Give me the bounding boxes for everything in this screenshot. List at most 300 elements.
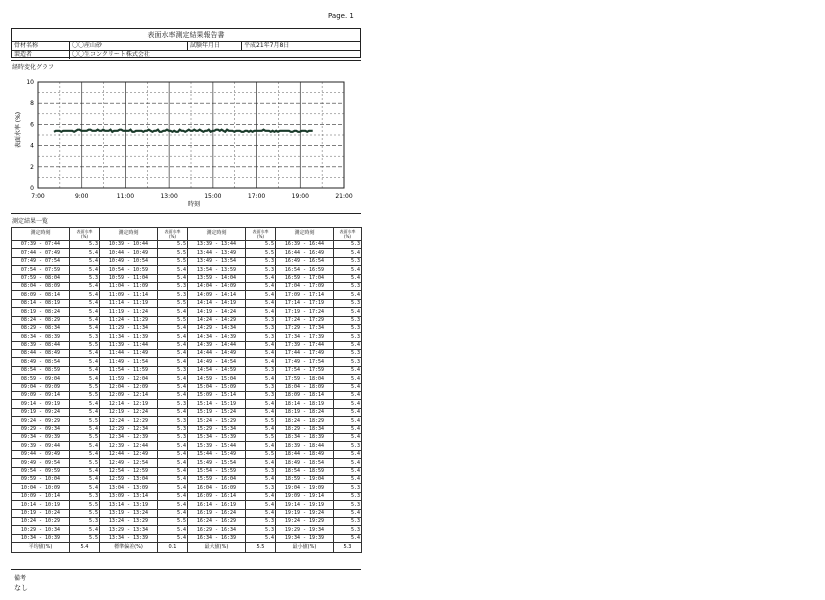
time-range-cell: 16:34 - 16:39 (188, 534, 246, 542)
moisture-value-cell: 5.4 (70, 450, 100, 458)
moisture-value-cell: 5.4 (246, 475, 276, 483)
time-range-cell: 15:04 - 15:09 (188, 383, 246, 391)
moisture-value-cell: 5.3 (246, 392, 276, 400)
moisture-value-cell: 5.4 (246, 534, 276, 542)
time-range-cell: 15:09 - 15:14 (188, 392, 246, 400)
moisture-value-cell: 5.3 (158, 366, 188, 374)
moisture-value-cell: 5.4 (334, 383, 362, 391)
time-range-cell: 15:49 - 15:54 (188, 459, 246, 467)
moisture-value-cell: 5.3 (246, 266, 276, 274)
moisture-value-cell: 5.4 (334, 341, 362, 349)
table-row (12, 417, 362, 425)
time-range-cell: 13:44 - 13:49 (188, 249, 246, 257)
remarks-divider (11, 569, 361, 570)
remarks-value: なし (14, 584, 28, 592)
time-range-cell: 16:24 - 16:29 (188, 517, 246, 525)
table-section-label: 測定結果一覧 (12, 218, 49, 225)
time-range-cell: 17:34 - 17:39 (276, 333, 334, 341)
moisture-value-cell: 5.4 (334, 266, 362, 274)
moisture-value-cell: 5.4 (70, 249, 100, 257)
time-range-cell: 09:54 - 09:59 (12, 467, 70, 475)
moisture-value-cell: 5.4 (246, 274, 276, 282)
measurement-table (11, 227, 362, 553)
moisture-value-cell: 5.4 (246, 408, 276, 416)
time-range-cell: 11:04 - 11:09 (100, 282, 158, 290)
moisture-value-cell: 5.5 (158, 517, 188, 525)
time-range-cell: 14:09 - 14:14 (188, 291, 246, 299)
time-range-cell: 18:44 - 18:49 (276, 450, 334, 458)
summary-row (12, 543, 362, 553)
time-range-cell: 18:49 - 18:54 (276, 459, 334, 467)
time-range-cell: 12:24 - 12:29 (100, 417, 158, 425)
time-range-cell: 11:14 - 11:19 (100, 299, 158, 307)
summary-value: 5.4 (70, 543, 100, 553)
y-tick-label: 0 (30, 185, 34, 192)
moisture-value-cell: 5.5 (158, 316, 188, 324)
time-range-cell: 15:34 - 15:39 (188, 433, 246, 441)
moisture-value-cell: 5.4 (158, 459, 188, 467)
table-row (12, 425, 362, 433)
time-range-cell: 10:49 - 10:54 (100, 257, 158, 265)
time-range-cell: 17:04 - 17:09 (276, 282, 334, 290)
moisture-value-cell: 5.4 (158, 324, 188, 332)
time-range-cell: 08:59 - 09:04 (12, 375, 70, 383)
moisture-value-cell: 5.4 (246, 400, 276, 408)
table-row (12, 492, 362, 500)
time-range-cell: 08:44 - 08:49 (12, 350, 70, 358)
moisture-value-cell: 5.5 (246, 241, 276, 249)
time-range-cell: 09:09 - 09:14 (12, 392, 70, 400)
time-range-cell: 12:09 - 12:14 (100, 392, 158, 400)
time-range-cell: 15:14 - 15:19 (188, 400, 246, 408)
moisture-value-cell: 5.3 (334, 350, 362, 358)
x-tick-label: 13:00 (160, 193, 178, 200)
summary-value: 0.1 (158, 543, 188, 553)
moisture-value-cell: 5.4 (158, 350, 188, 358)
moisture-value-cell: 5.4 (70, 475, 100, 483)
time-range-cell: 11:59 - 12:04 (100, 375, 158, 383)
table-row (12, 433, 362, 441)
table-row (12, 257, 362, 265)
moisture-value-cell: 5.4 (70, 299, 100, 307)
time-range-cell: 07:39 - 07:44 (12, 241, 70, 249)
moisture-value-cell: 5.4 (70, 366, 100, 374)
table-row (12, 249, 362, 257)
moisture-value-cell: 5.5 (70, 534, 100, 542)
time-range-cell: 08:19 - 08:24 (12, 308, 70, 316)
moisture-value-cell: 5.4 (334, 249, 362, 257)
time-range-cell: 14:54 - 14:59 (188, 366, 246, 374)
table-row (12, 517, 362, 525)
moisture-value-cell: 5.3 (334, 316, 362, 324)
time-range-cell: 12:34 - 12:39 (100, 433, 158, 441)
time-range-cell: 18:19 - 18:24 (276, 408, 334, 416)
time-range-cell: 11:09 - 11:14 (100, 291, 158, 299)
time-range-cell: 13:04 - 13:09 (100, 484, 158, 492)
y-tick-label: 4 (30, 142, 34, 150)
time-range-cell: 08:04 - 08:09 (12, 282, 70, 290)
column-header: 測定時刻 (188, 228, 246, 241)
table-row (12, 241, 362, 249)
time-range-cell: 09:59 - 10:04 (12, 475, 70, 483)
table-row (12, 442, 362, 450)
time-range-cell: 11:29 - 11:34 (100, 324, 158, 332)
moisture-value-cell: 5.3 (246, 316, 276, 324)
section-divider (11, 60, 361, 61)
moisture-value-cell: 5.4 (70, 257, 100, 265)
table-row (12, 484, 362, 492)
table-row (12, 291, 362, 299)
x-tick-label: 15:00 (204, 193, 222, 200)
time-range-cell: 12:39 - 12:44 (100, 442, 158, 450)
moisture-value-cell: 5.4 (334, 400, 362, 408)
moisture-value-cell: 5.4 (158, 484, 188, 492)
moisture-value-cell: 5.4 (70, 484, 100, 492)
time-range-cell: 14:49 - 14:54 (188, 358, 246, 366)
moisture-value-cell: 5.3 (246, 324, 276, 332)
moisture-value-cell: 5.4 (158, 408, 188, 416)
table-row (12, 350, 362, 358)
moisture-value-cell: 5.4 (158, 308, 188, 316)
moisture-value-cell: 5.4 (334, 475, 362, 483)
moisture-value-cell: 5.3 (246, 366, 276, 374)
time-range-cell: 12:04 - 12:09 (100, 383, 158, 391)
summary-value: 5.5 (246, 543, 276, 553)
time-range-cell: 07:49 - 07:54 (12, 257, 70, 265)
time-range-cell: 08:54 - 08:59 (12, 366, 70, 374)
time-range-cell: 18:34 - 18:39 (276, 433, 334, 441)
column-header: 測定時刻 (100, 228, 158, 241)
moisture-value-cell: 5.3 (334, 492, 362, 500)
moisture-value-cell: 5.4 (334, 308, 362, 316)
moisture-value-cell: 5.3 (334, 324, 362, 332)
time-range-cell: 09:29 - 09:34 (12, 425, 70, 433)
time-range-cell: 16:44 - 16:49 (276, 249, 334, 257)
moisture-value-cell: 5.4 (246, 358, 276, 366)
moisture-value-cell: 5.4 (158, 534, 188, 542)
summary-label: 標準偏差(%) (100, 543, 158, 553)
time-range-cell: 16:04 - 16:09 (188, 484, 246, 492)
moisture-value-cell: 5.4 (334, 274, 362, 282)
time-range-cell: 08:39 - 08:44 (12, 341, 70, 349)
moisture-value-cell: 5.4 (158, 501, 188, 509)
time-range-cell: 15:59 - 16:04 (188, 475, 246, 483)
moisture-value-cell: 5.4 (158, 392, 188, 400)
time-series-chart (6, 72, 366, 212)
moisture-value-cell: 5.4 (70, 526, 100, 534)
time-range-cell: 16:59 - 17:04 (276, 274, 334, 282)
time-range-cell: 19:34 - 19:39 (276, 534, 334, 542)
time-range-cell: 16:49 - 16:54 (276, 257, 334, 265)
moisture-value-cell: 5.3 (246, 526, 276, 534)
moisture-value-cell: 5.3 (334, 257, 362, 265)
time-range-cell: 14:19 - 14:24 (188, 308, 246, 316)
table-row (12, 308, 362, 316)
table-row (12, 266, 362, 274)
column-header: 表面水率 (%) (334, 228, 362, 241)
table-row (12, 274, 362, 282)
time-range-cell: 19:19 - 19:24 (276, 509, 334, 517)
moisture-value-cell: 5.4 (158, 492, 188, 500)
time-range-cell: 16:09 - 16:14 (188, 492, 246, 500)
time-range-cell: 15:54 - 15:59 (188, 467, 246, 475)
moisture-value-cell: 5.4 (158, 383, 188, 391)
time-range-cell: 15:44 - 15:49 (188, 450, 246, 458)
time-range-cell: 15:39 - 15:44 (188, 442, 246, 450)
time-range-cell: 11:39 - 11:44 (100, 341, 158, 349)
time-range-cell: 13:29 - 13:34 (100, 526, 158, 534)
time-range-cell: 14:59 - 15:04 (188, 375, 246, 383)
moisture-value-cell: 5.4 (246, 350, 276, 358)
table-row (12, 282, 362, 290)
time-range-cell: 14:44 - 14:49 (188, 350, 246, 358)
moisture-value-cell: 5.3 (334, 442, 362, 450)
moisture-value-cell: 5.3 (70, 241, 100, 249)
time-range-cell: 17:24 - 17:29 (276, 316, 334, 324)
moisture-value-cell: 5.4 (70, 316, 100, 324)
time-range-cell: 16:39 - 16:44 (276, 241, 334, 249)
x-tick-label: 9:00 (74, 193, 89, 200)
time-range-cell: 17:54 - 17:59 (276, 366, 334, 374)
moisture-value-cell: 5.4 (334, 467, 362, 475)
moisture-value-cell: 5.4 (70, 324, 100, 332)
time-range-cell: 18:59 - 19:04 (276, 475, 334, 483)
moisture-value-cell: 5.5 (158, 249, 188, 257)
time-range-cell: 17:09 - 17:14 (276, 291, 334, 299)
time-range-cell: 17:19 - 17:24 (276, 308, 334, 316)
time-range-cell: 14:39 - 14:44 (188, 341, 246, 349)
moisture-value-cell: 5.4 (70, 358, 100, 366)
maker-label: 製造者 (12, 50, 70, 59)
table-row (12, 475, 362, 483)
moisture-value-cell: 5.4 (334, 408, 362, 416)
time-range-cell: 10:14 - 10:19 (12, 501, 70, 509)
moisture-value-cell: 5.4 (246, 375, 276, 383)
x-tick-label: 17:00 (247, 193, 266, 200)
moisture-value-cell: 5.4 (70, 442, 100, 450)
time-range-cell: 13:19 - 13:24 (100, 509, 158, 517)
y-axis-label: 表面水率 (%) (15, 111, 22, 149)
moisture-value-cell: 5.3 (334, 333, 362, 341)
time-range-cell: 10:34 - 10:39 (12, 534, 70, 542)
moisture-value-cell: 5.3 (158, 291, 188, 299)
moisture-value-cell: 5.5 (70, 383, 100, 391)
moisture-value-cell: 5.5 (70, 433, 100, 441)
time-range-cell: 15:24 - 15:29 (188, 417, 246, 425)
time-range-cell: 11:44 - 11:49 (100, 350, 158, 358)
moisture-value-cell: 5.3 (334, 484, 362, 492)
time-range-cell: 12:29 - 12:34 (100, 425, 158, 433)
time-range-cell: 12:54 - 12:59 (100, 467, 158, 475)
moisture-value-cell: 5.5 (246, 249, 276, 257)
table-row (12, 366, 362, 374)
table-row (12, 341, 362, 349)
time-range-cell: 10:24 - 10:29 (12, 517, 70, 525)
moisture-value-cell: 5.4 (158, 475, 188, 483)
series-line (54, 130, 313, 132)
maker-value: 〇〇生コンクリート株式会社 (72, 51, 150, 58)
moisture-value-cell: 5.4 (158, 467, 188, 475)
x-tick-label: 21:00 (335, 193, 353, 200)
moisture-value-cell: 5.3 (246, 467, 276, 475)
moisture-value-cell: 5.3 (334, 517, 362, 525)
time-range-cell: 09:19 - 09:24 (12, 408, 70, 416)
moisture-value-cell: 5.4 (70, 375, 100, 383)
moisture-value-cell: 5.3 (334, 358, 362, 366)
moisture-value-cell: 5.4 (158, 509, 188, 517)
moisture-value-cell: 5.4 (334, 534, 362, 542)
time-range-cell: 14:34 - 14:39 (188, 333, 246, 341)
moisture-value-cell: 5.4 (334, 509, 362, 517)
time-range-cell: 13:24 - 13:29 (100, 517, 158, 525)
chart-grid (38, 82, 344, 188)
moisture-value-cell: 5.4 (334, 392, 362, 400)
time-range-cell: 19:24 - 19:29 (276, 517, 334, 525)
time-range-cell: 10:44 - 10:49 (100, 249, 158, 257)
time-range-cell: 10:19 - 10:24 (12, 509, 70, 517)
time-range-cell: 10:54 - 10:59 (100, 266, 158, 274)
time-range-cell: 16:29 - 16:34 (188, 526, 246, 534)
time-range-cell: 16:14 - 16:19 (188, 501, 246, 509)
time-range-cell: 18:29 - 18:34 (276, 425, 334, 433)
time-range-cell: 14:14 - 14:19 (188, 299, 246, 307)
moisture-value-cell: 5.3 (158, 282, 188, 290)
moisture-value-cell: 5.4 (334, 417, 362, 425)
time-range-cell: 08:14 - 08:19 (12, 299, 70, 307)
table-row (12, 534, 362, 542)
summary-label: 最大値(%) (188, 543, 246, 553)
time-range-cell: 18:09 - 18:14 (276, 392, 334, 400)
time-range-cell: 11:49 - 11:54 (100, 358, 158, 366)
moisture-value-cell: 5.3 (334, 241, 362, 249)
time-range-cell: 18:04 - 18:09 (276, 383, 334, 391)
time-range-cell: 10:59 - 11:04 (100, 274, 158, 282)
chart-section-label: 経時変化グラフ (12, 64, 55, 71)
moisture-value-cell: 5.3 (70, 274, 100, 282)
time-range-cell: 18:24 - 18:29 (276, 417, 334, 425)
time-range-cell: 12:19 - 12:24 (100, 408, 158, 416)
moisture-value-cell: 5.4 (70, 425, 100, 433)
moisture-value-cell: 5.4 (334, 375, 362, 383)
moisture-value-cell: 5.4 (158, 333, 188, 341)
moisture-value-cell: 5.4 (246, 492, 276, 500)
moisture-value-cell: 5.4 (246, 282, 276, 290)
time-range-cell: 10:29 - 10:34 (12, 526, 70, 534)
moisture-value-cell: 5.3 (334, 526, 362, 534)
time-range-cell: 12:59 - 13:04 (100, 475, 158, 483)
y-tick-label: 10 (26, 79, 34, 86)
moisture-value-cell: 5.5 (70, 341, 100, 349)
time-range-cell: 09:14 - 09:19 (12, 400, 70, 408)
time-range-cell: 07:59 - 08:04 (12, 274, 70, 282)
date-label: 試験年月日 (188, 41, 242, 50)
column-header: 表面水率 (%) (246, 228, 276, 241)
time-range-cell: 10:39 - 10:44 (100, 241, 158, 249)
time-range-cell: 19:29 - 19:34 (276, 526, 334, 534)
time-range-cell: 09:39 - 09:44 (12, 442, 70, 450)
y-tick-label: 8 (30, 100, 34, 108)
table-row (12, 324, 362, 332)
moisture-value-cell: 5.4 (246, 308, 276, 316)
moisture-value-cell: 5.5 (70, 509, 100, 517)
moisture-value-cell: 5.4 (70, 266, 100, 274)
moisture-value-cell: 5.4 (158, 266, 188, 274)
time-range-cell: 16:19 - 16:24 (188, 509, 246, 517)
time-range-cell: 17:44 - 17:49 (276, 350, 334, 358)
x-tick-label: 7:00 (31, 193, 45, 200)
moisture-value-cell: 5.5 (70, 501, 100, 509)
moisture-value-cell: 5.5 (158, 257, 188, 265)
page-number: Page. 1 (328, 12, 354, 20)
time-range-cell: 09:44 - 09:49 (12, 450, 70, 458)
time-range-cell: 13:54 - 13:59 (188, 266, 246, 274)
moisture-value-cell: 5.4 (158, 341, 188, 349)
table-row (12, 392, 362, 400)
moisture-value-cell: 5.3 (158, 425, 188, 433)
moisture-value-cell: 5.5 (70, 392, 100, 400)
moisture-value-cell: 5.3 (158, 433, 188, 441)
time-range-cell: 10:04 - 10:09 (12, 484, 70, 492)
time-range-cell: 18:14 - 18:19 (276, 400, 334, 408)
time-range-cell: 17:59 - 18:04 (276, 375, 334, 383)
time-range-cell: 16:54 - 16:59 (276, 266, 334, 274)
table-row (12, 333, 362, 341)
moisture-value-cell: 5.3 (246, 257, 276, 265)
moisture-value-cell: 5.3 (246, 383, 276, 391)
table-row (12, 358, 362, 366)
time-range-cell: 09:24 - 09:29 (12, 417, 70, 425)
moisture-value-cell: 5.4 (334, 433, 362, 441)
moisture-value-cell: 5.4 (246, 341, 276, 349)
table-row (12, 299, 362, 307)
moisture-value-cell: 5.4 (158, 375, 188, 383)
time-range-cell: 15:29 - 15:34 (188, 425, 246, 433)
header-box (11, 28, 361, 58)
time-range-cell: 19:14 - 19:19 (276, 501, 334, 509)
table-row (12, 526, 362, 534)
moisture-value-cell: 5.3 (246, 517, 276, 525)
section-divider-2 (11, 213, 361, 214)
info-row-2 (12, 50, 360, 59)
moisture-value-cell: 5.4 (334, 291, 362, 299)
time-range-cell: 11:34 - 11:39 (100, 333, 158, 341)
column-header: 測定時刻 (276, 228, 334, 241)
moisture-value-cell: 5.3 (70, 333, 100, 341)
column-header: 表面水率 (%) (70, 228, 100, 241)
time-range-cell: 12:14 - 12:19 (100, 400, 158, 408)
table-row (12, 501, 362, 509)
time-range-cell: 08:34 - 08:39 (12, 333, 70, 341)
moisture-value-cell: 5.4 (158, 526, 188, 534)
table-header-row (12, 228, 362, 241)
moisture-value-cell: 5.4 (246, 509, 276, 517)
x-tick-label: 11:00 (116, 193, 135, 200)
moisture-value-cell: 5.3 (70, 492, 100, 500)
time-range-cell: 14:04 - 14:09 (188, 282, 246, 290)
moisture-value-cell: 5.3 (246, 484, 276, 492)
time-range-cell: 12:44 - 12:49 (100, 450, 158, 458)
x-tick-label: 19:00 (291, 193, 309, 200)
summary-value: 5.3 (334, 543, 362, 553)
time-range-cell: 12:49 - 12:54 (100, 459, 158, 467)
material-label: 骨材名称 (12, 41, 70, 50)
x-axis-label: 時刻 (187, 201, 201, 208)
moisture-value-cell: 5.4 (70, 467, 100, 475)
time-range-cell: 19:04 - 19:09 (276, 484, 334, 492)
y-tick-labels (26, 79, 34, 192)
moisture-value-cell: 5.4 (246, 291, 276, 299)
moisture-value-cell: 5.5 (246, 450, 276, 458)
